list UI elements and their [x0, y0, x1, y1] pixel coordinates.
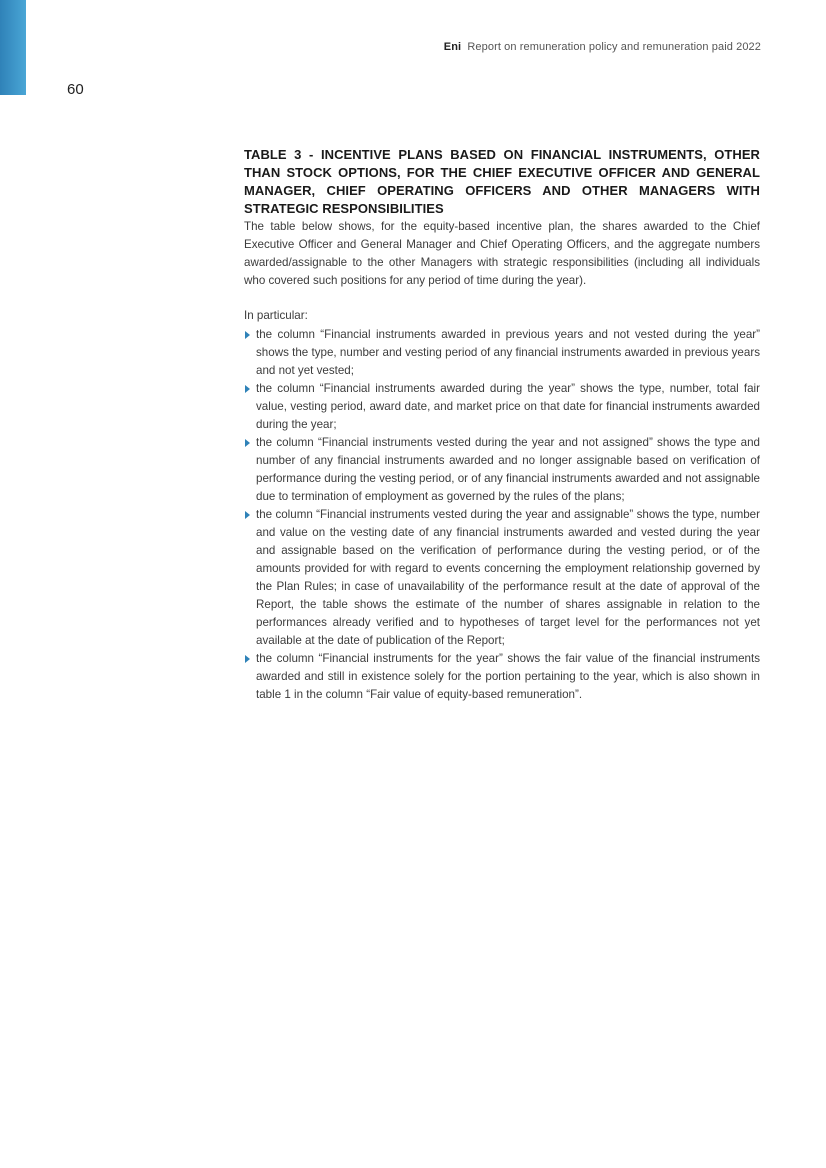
- report-title: Report on remuneration policy and remuneration paid 2022: [467, 41, 761, 53]
- page-number: 60: [67, 81, 84, 98]
- section-title: TABLE 3 - INCENTIVE PLANS BASED ON FINANCIAL INSTRUMENTS, OTHER THAN STOCK OPTIONS, FOR THE CHIEF EXECUTIVE OFFICER AND GENERAL MANAGER, CHIEF OPERATING OFFICERS AND OTHER MANAGERS WITH STRATEGIC RESPONSIBILITIES: [244, 147, 760, 216]
- list-item: [244, 380, 760, 434]
- corner-color-tab: [0, 0, 26, 95]
- list-item: [244, 650, 760, 704]
- main-content: [244, 146, 760, 704]
- list-item-text: the column “Financial instruments for the year” shows the fair value of the financial instruments awarded and still in existence solely for the portion pertaining to the year, which is also shown in table 1 in the column “Fair value of equity-based remuneration”.: [256, 652, 760, 701]
- triangle-bullet-icon: [245, 331, 250, 339]
- list-item: [244, 326, 760, 380]
- triangle-bullet-icon: [245, 385, 250, 393]
- triangle-bullet-icon: [245, 511, 250, 519]
- list-item: [244, 506, 760, 650]
- brand-name: Eni: [443, 41, 462, 53]
- list-item-text: the column “Financial instruments awarded during the year” shows the type, number, total fair value, vesting period, award date, and market price on that date for financial instruments awarded during the year;: [256, 382, 760, 431]
- bullet-list: [244, 326, 760, 704]
- list-item-text: the column “Financial instruments vested during the year and not assigned” shows the type and number of any financial instruments awarded and no longer assignable based on verification of performance during the vesting period, or of any financial instruments awarded and not assignable due to termination of employment as governed by the rules of the plans;: [256, 436, 760, 503]
- running-header: [444, 41, 761, 53]
- triangle-bullet-icon: [245, 439, 250, 447]
- intro-paragraph: The table below shows, for the equity-based incentive plan, the shares awarded to the Chief Executive Officer and General Manager and Chief Operating Officers, and the aggregate numbers awarded/assignable to the other Managers with strategic responsibilities (including all individuals who covered such positions for any period of time during the year).: [244, 220, 760, 287]
- in-particular-label: In particular:: [244, 309, 308, 322]
- list-item: [244, 434, 760, 506]
- triangle-bullet-icon: [245, 655, 250, 663]
- list-item-text: the column “Financial instruments vested during the year and assignable” shows the type, number and value on the vesting date of any financial instruments awarded and vested during the year and assignable based on the verification of performance during the vesting period, or of the amounts provided for with regard to events concerning the employment relationship governed by the Plan Rules; in case of unavailability of the performance result at the date of approval of the Report, the table shows the estimate of the number of shares assignable in relation to the performances already verified and to hypotheses of target level for the performances not yet available at the date of publication of the Report;: [256, 508, 760, 647]
- list-item-text: the column “Financial instruments awarded in previous years and not vested during the year” shows the type, number and vesting period of any financial instruments awarded in previous years and not yet vested;: [256, 328, 760, 377]
